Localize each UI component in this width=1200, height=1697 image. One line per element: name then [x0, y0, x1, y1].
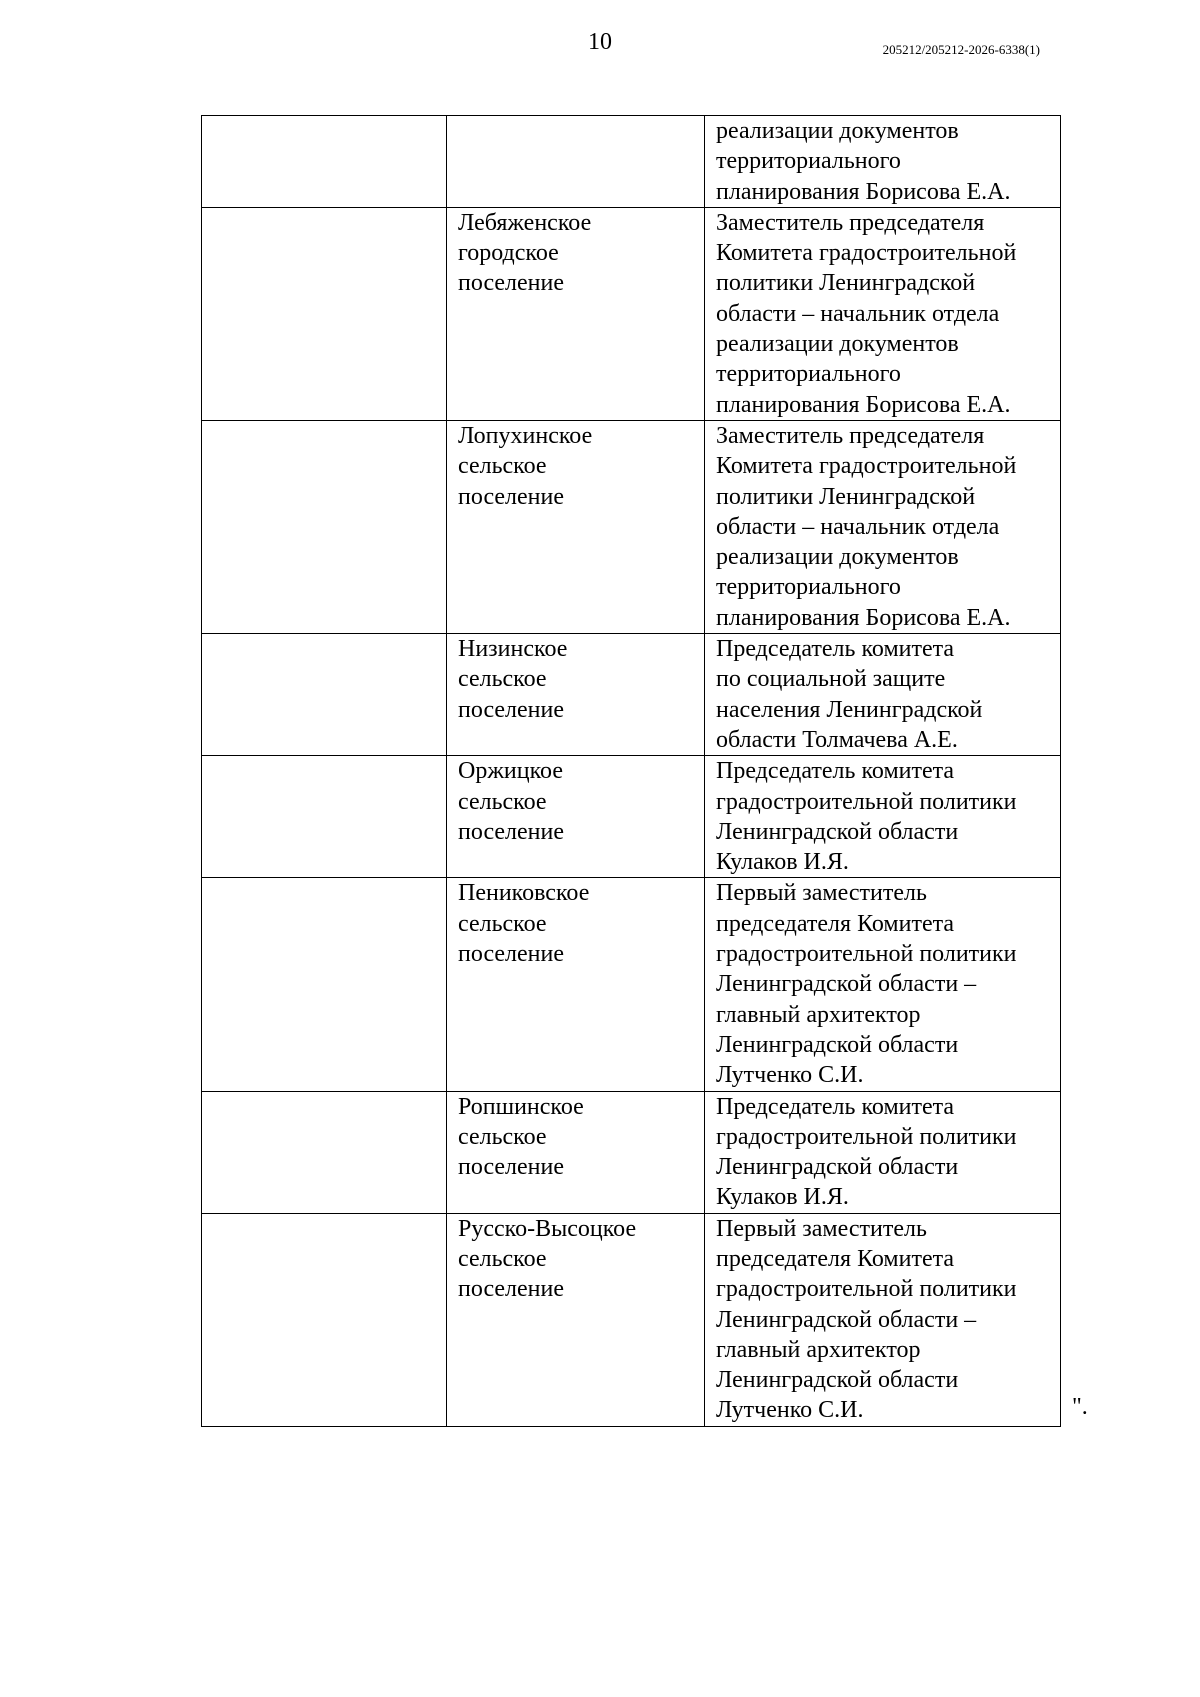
table-row	[202, 116, 1061, 208]
table-row	[202, 207, 1061, 420]
settlement-cell: Оржицкое сельское поселение	[447, 756, 705, 878]
settlement-cell: Лебяженское городское поселение	[447, 207, 705, 420]
settlement-official-table	[201, 115, 1061, 1427]
district-cell	[202, 1091, 447, 1213]
table-row	[202, 756, 1061, 878]
district-cell	[202, 878, 447, 1091]
district-cell	[202, 634, 447, 756]
official-cell: Первый заместитель председателя Комитета градостроительной политики Ленинградской области – главный архитектор Ленинградской области Лутченко С.И.	[705, 1213, 1061, 1426]
table-row	[202, 420, 1061, 633]
district-cell	[202, 420, 447, 633]
district-cell	[202, 207, 447, 420]
official-cell: Первый заместитель председателя Комитета градостроительной политики Ленинградской области – главный архитектор Ленинградской области Лутченко С.И.	[705, 878, 1061, 1091]
table-row	[202, 878, 1061, 1091]
settlement-cell: Лопухинское сельское поселение	[447, 420, 705, 633]
document-id: 205212/205212-2026-6338(1)	[882, 42, 1040, 57]
settlement-cell: Пениковское сельское поселение	[447, 878, 705, 1091]
settlement-cell: Русско-Высоцкое сельское поселение	[447, 1213, 705, 1426]
official-cell: Заместитель председателя Комитета градостроительной политики Ленинградской области – начальник отдела реализации документов территориального планирования Борисова Е.А.	[705, 420, 1061, 633]
settlement-cell: Ропшинское сельское поселение	[447, 1091, 705, 1213]
table-row	[202, 1213, 1061, 1426]
table-row	[202, 634, 1061, 756]
table-row	[202, 1091, 1061, 1213]
page-number: 10	[588, 29, 612, 55]
settlement-cell: Низинское сельское поселение	[447, 634, 705, 756]
closing-quote: ".	[1072, 1394, 1088, 1420]
official-cell: реализации документов территориального планирования Борисова Е.А.	[705, 116, 1061, 208]
official-cell: Председатель комитета градостроительной политики Ленинградской области Кулаков И.Я.	[705, 1091, 1061, 1213]
district-cell	[202, 1213, 447, 1426]
official-cell: Заместитель председателя Комитета градостроительной политики Ленинградской области – начальник отдела реализации документов территориального планирования Борисова Е.А.	[705, 207, 1061, 420]
official-cell: Председатель комитета по социальной защите населения Ленинградской области Толмачева А.Е.	[705, 634, 1061, 756]
settlement-cell	[447, 116, 705, 208]
official-cell: Председатель комитета градостроительной политики Ленинградской области Кулаков И.Я.	[705, 756, 1061, 878]
district-cell	[202, 116, 447, 208]
district-cell	[202, 756, 447, 878]
